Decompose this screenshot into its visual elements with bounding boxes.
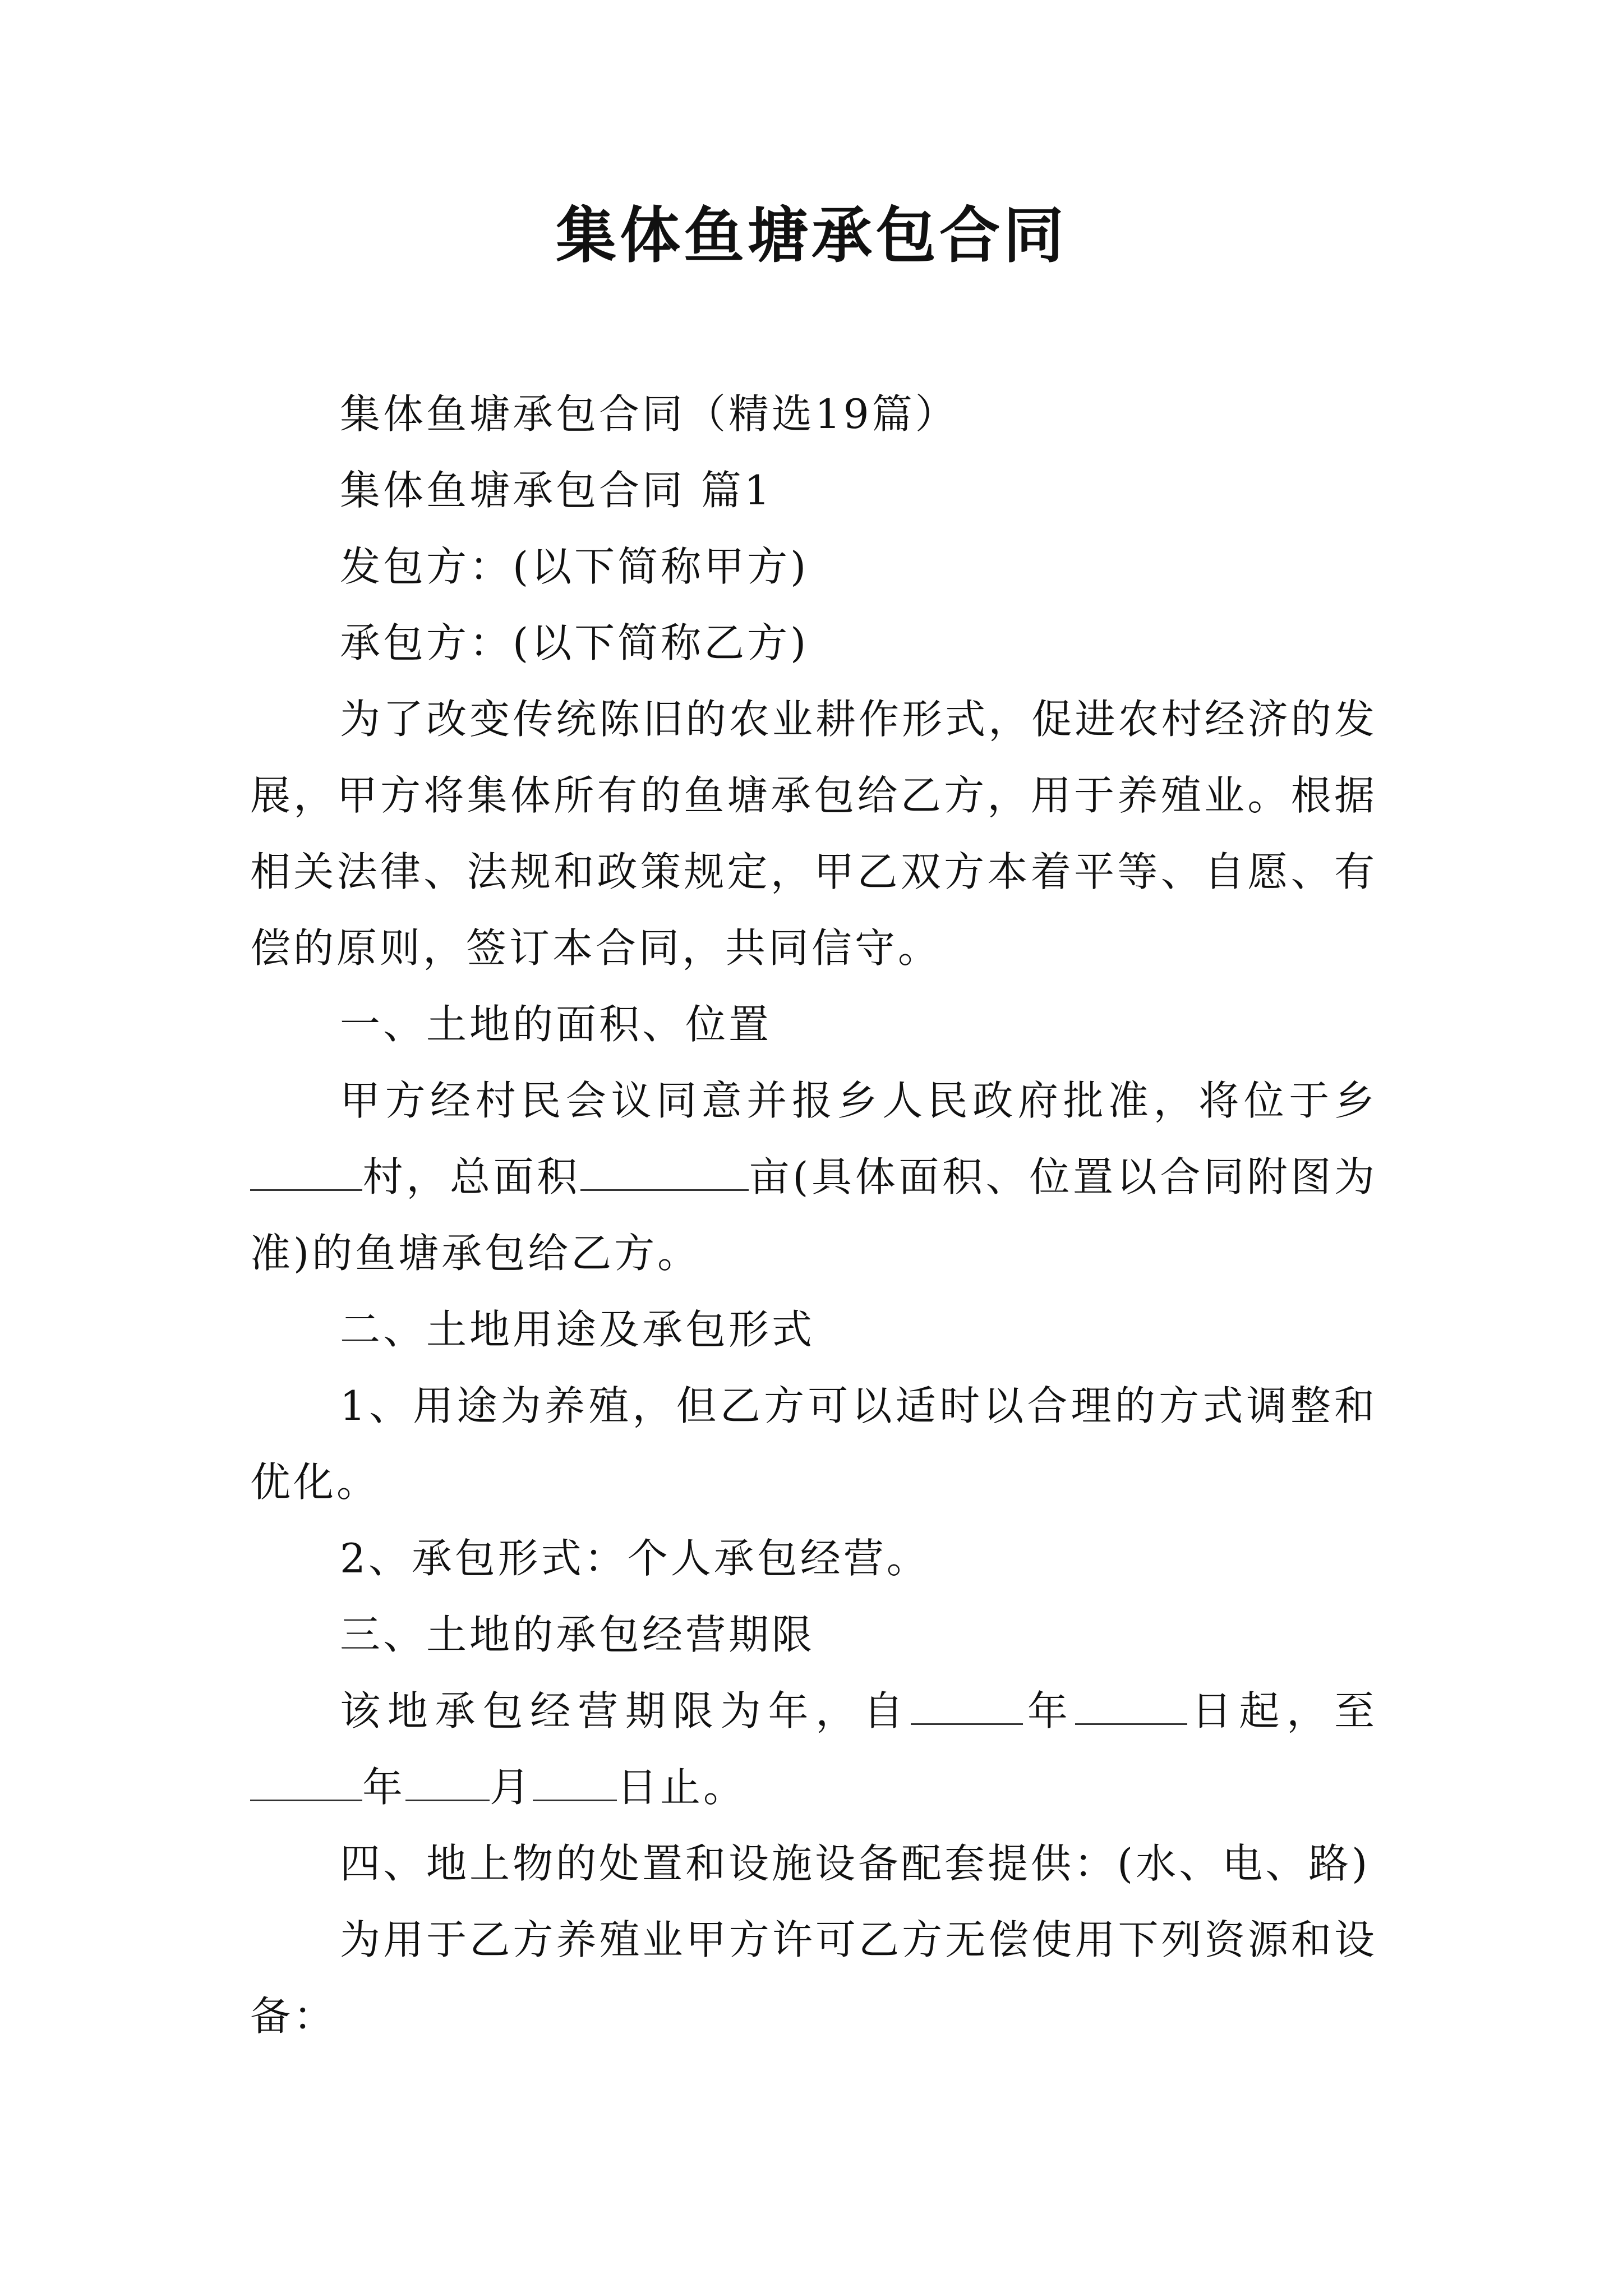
- term-text-a: 该地承包经营期限为年，自: [340, 1687, 911, 1734]
- term-text-e: 月: [490, 1764, 533, 1811]
- term-text-c: 日起，至: [1187, 1687, 1377, 1734]
- total-area-blank: [580, 1149, 749, 1191]
- end-year-blank: [250, 1759, 362, 1801]
- land-area-text-b: 村，总面积: [362, 1153, 580, 1200]
- intro-paragraph: 为了改变传统陈旧的农业耕作形式，促进农村经济的发展，甲方将集体所有的鱼塘承包给乙方，用于养殖业。根据相关法律、法规和政策规定，甲乙双方本着平等、自愿、有偿的原则，签订本合同，共同信守。: [250, 696, 1377, 972]
- land-use-item-2: 2、承包形式：个人承包经营。: [340, 1535, 930, 1582]
- term-paragraph: [250, 1673, 1377, 1825]
- party-a-line: 发包方：(以下简称甲方): [340, 543, 809, 590]
- facilities-paragraph: 为用于乙方养殖业甲方许可乙方无偿使用下列资源和设备：: [250, 1916, 1377, 2040]
- land-use-item-1: 1、用途为养殖，但乙方可以适时以合理的方式调整和优化。: [250, 1382, 1377, 1506]
- end-day-blank: [533, 1759, 617, 1801]
- village-blank: [250, 1149, 362, 1191]
- land-area-text-c: 亩(具体面积、位置以合同附图为准)的鱼塘承包给乙方。: [250, 1153, 1377, 1277]
- land-area-text-a: 甲方经村民会议同意并报乡人民政府批准，将位于乡: [340, 1077, 1377, 1124]
- start-year-blank: [911, 1683, 1023, 1725]
- term-text-f: 日止。: [617, 1764, 747, 1811]
- term-text-d: 年: [362, 1764, 406, 1811]
- heading-land-area: 一、土地的面积、位置: [340, 1001, 772, 1048]
- start-day-blank: [1075, 1683, 1187, 1725]
- land-area-paragraph: [250, 1062, 1377, 1291]
- document-title: 集体鱼塘承包合同: [555, 200, 1067, 271]
- heading-term: 三、土地的承包经营期限: [340, 1611, 815, 1658]
- heading-facilities: 四、地上物的处置和设施设备配套提供：(水、电、路): [340, 1840, 1371, 1887]
- section-title: 集体鱼塘承包合同 篇1: [340, 467, 773, 514]
- heading-land-use: 二、土地用途及承包形式: [340, 1306, 815, 1353]
- subtitle: 集体鱼塘承包合同（精选19篇）: [340, 390, 958, 438]
- document-body: [250, 376, 1377, 2054]
- end-month-blank: [405, 1759, 490, 1801]
- party-b-line: 承包方：(以下简称乙方): [340, 619, 809, 666]
- term-text-b: 年: [1022, 1687, 1075, 1734]
